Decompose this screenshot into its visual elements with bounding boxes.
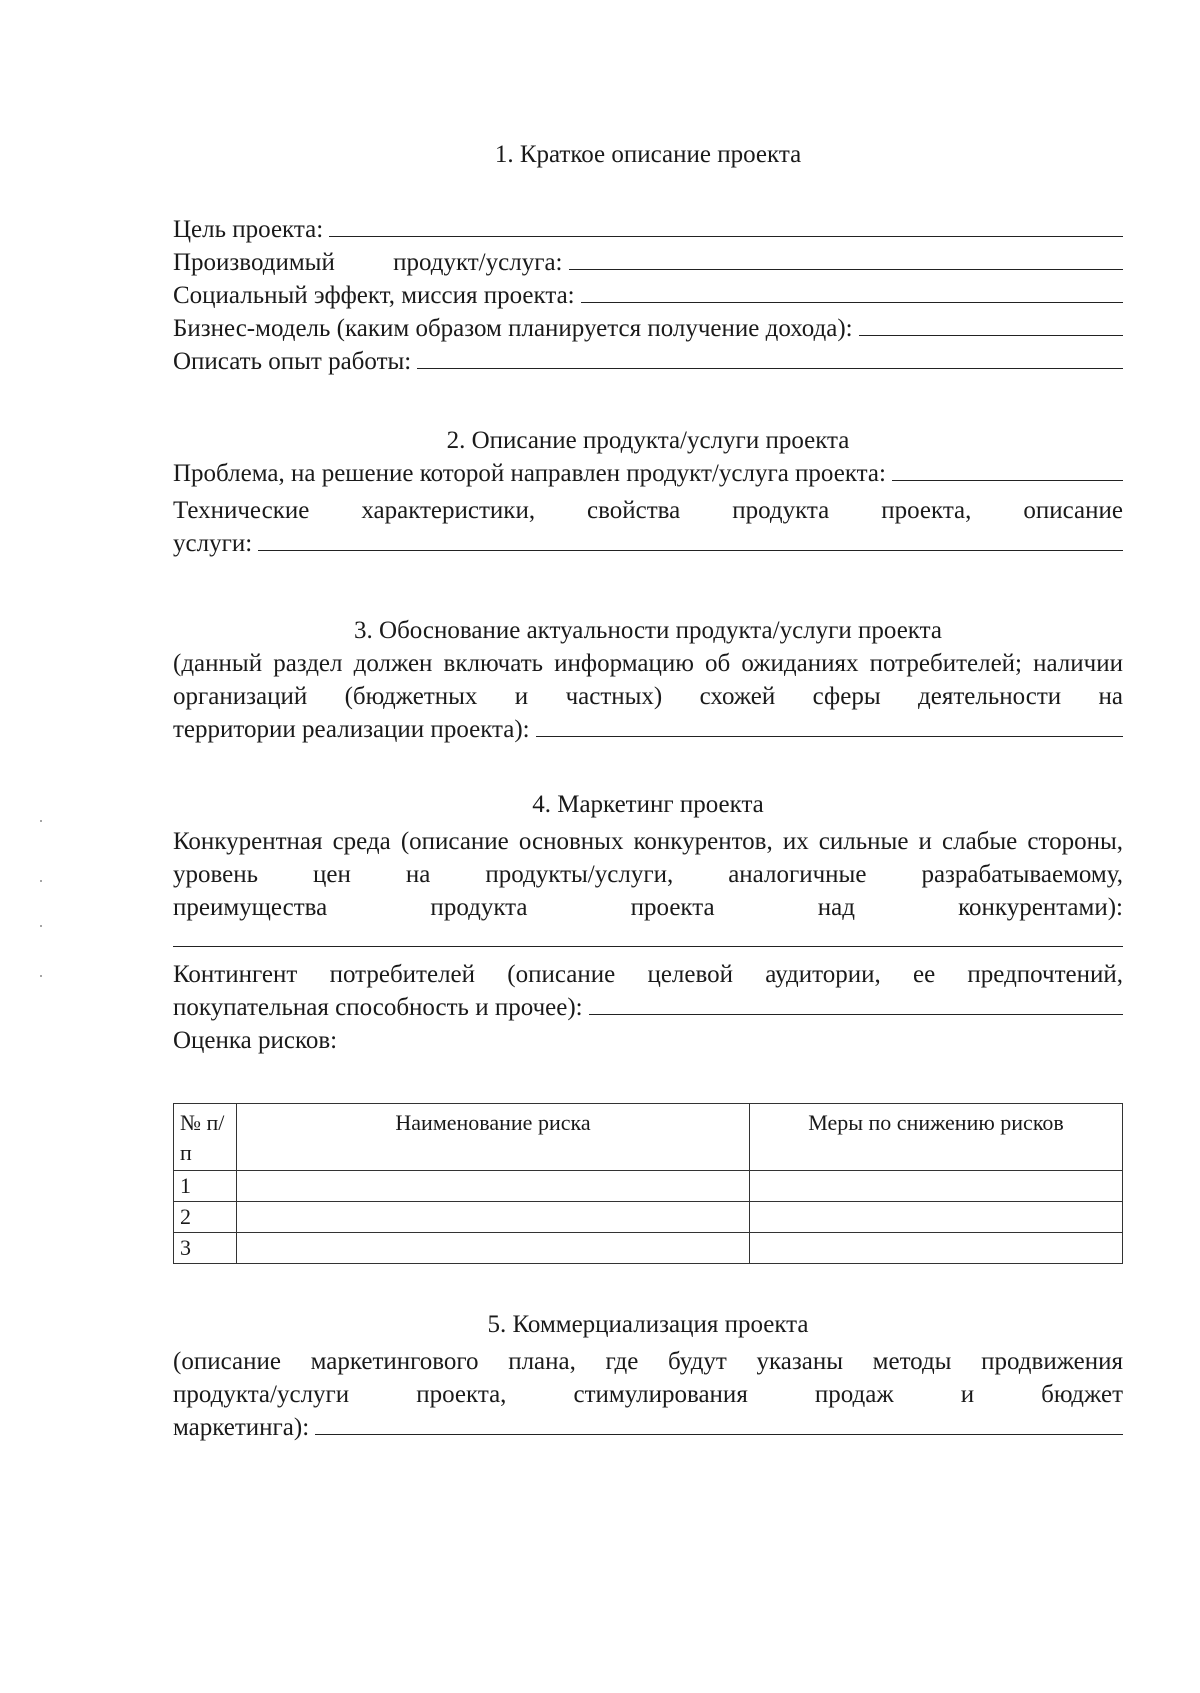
table-header-row [174, 1104, 1123, 1171]
field-social-effect-blank [581, 282, 1123, 303]
section3-text: (данный раздел должен включать информацию об ожиданиях потребителей; наличии организаций (бюджетных и частных) схожей сферы деятельности на [173, 650, 1123, 710]
table-row [174, 1233, 1123, 1264]
tech-characteristics-text: Технические характеристики, свойства продукта проекта, описание [173, 497, 1123, 524]
competition-blank [173, 924, 1123, 947]
section3-title: 3. Обоснование актуальности продукта/услуги проекта [354, 617, 942, 644]
field-marketing-blank [315, 1414, 1123, 1435]
field-marketing-label: маркетинга): [173, 1414, 310, 1441]
row-number: 3 [174, 1233, 237, 1264]
field-territory-label: территории реализации проекта): [173, 716, 530, 743]
document-content [173, 138, 1123, 1444]
field-product-blank [569, 249, 1124, 270]
field-consumers [173, 991, 1123, 1024]
section5-line2: продукта/услуги проекта, стимулирования продаж и бюджет [173, 1381, 1123, 1408]
field-consumers-blank [589, 994, 1123, 1015]
field-business-model-blank [859, 315, 1123, 336]
risk-measures-cell[interactable] [750, 1171, 1123, 1202]
field-marketing [173, 1411, 1123, 1444]
field-goal [173, 213, 1123, 246]
competition-text: Конкурентная среда (описание основных конкурентов, их сильные и слабые стороны, уровень цен на продукты/услуги, аналогичные разрабатываемому, [173, 828, 1123, 888]
risks-label: Оценка рисков: [173, 1027, 338, 1054]
section5-text: (описание маркетингового плана, где будут указаны методы продвижения [173, 1348, 1123, 1375]
field-business-model-label: Бизнес-модель (каким образом планируется получение дохода): [173, 315, 853, 342]
field-territory-blank [536, 716, 1123, 737]
row-number: 2 [174, 1202, 237, 1233]
section1-title: 1. Краткое описание проекта [494, 141, 802, 168]
field-problem-label: Проблема, на решение которой направлен продукт/услуга проекта: [173, 460, 886, 487]
risk-name-cell[interactable] [237, 1171, 750, 1202]
table-row [174, 1171, 1123, 1202]
section2-title: 2. Описание продукта/услуги проекта [446, 427, 850, 454]
field-business-model [173, 312, 1123, 345]
field-social-effect [173, 279, 1123, 312]
col-num-header: № п/п [174, 1104, 237, 1171]
risk-measures-cell[interactable] [750, 1202, 1123, 1233]
field-experience-label: Описать опыт работы: [173, 348, 412, 375]
competition-last-line: преимущества продукта проекта над конкурентами): [173, 894, 1123, 921]
risk-name-cell[interactable] [237, 1233, 750, 1264]
col-measures-header: Меры по снижению рисков [750, 1104, 1123, 1171]
field-product-label: Производимый продукт/услуга: [173, 249, 563, 276]
field-problem-blank [892, 460, 1123, 481]
field-consumers-label: покупательная способность и прочее): [173, 994, 583, 1021]
field-service-label: услуги: [173, 530, 253, 557]
table-row [174, 1202, 1123, 1233]
field-territory [173, 713, 1123, 746]
risks-table [173, 1103, 1123, 1264]
risk-measures-cell[interactable] [750, 1233, 1123, 1264]
risk-name-cell[interactable] [237, 1202, 750, 1233]
col-name-header: Наименование риска [237, 1104, 750, 1171]
field-experience-blank [417, 348, 1123, 369]
field-product [173, 246, 1123, 279]
field-goal-label: Цель проекта: [173, 216, 324, 243]
field-experience [173, 345, 1123, 378]
section5-title: 5. Коммерциализация проекта [487, 1311, 809, 1338]
field-service-blank [258, 530, 1123, 551]
field-social-effect-label: Социальный эффект, миссия проекта: [173, 282, 575, 309]
field-service [173, 527, 1123, 560]
section4-title: 4. Маркетинг проекта [532, 791, 764, 818]
row-number: 1 [174, 1171, 237, 1202]
consumers-text: Контингент потребителей (описание целевой аудитории, ее предпочтений, [173, 961, 1123, 988]
field-goal-blank [329, 216, 1123, 237]
field-problem [173, 457, 1123, 490]
